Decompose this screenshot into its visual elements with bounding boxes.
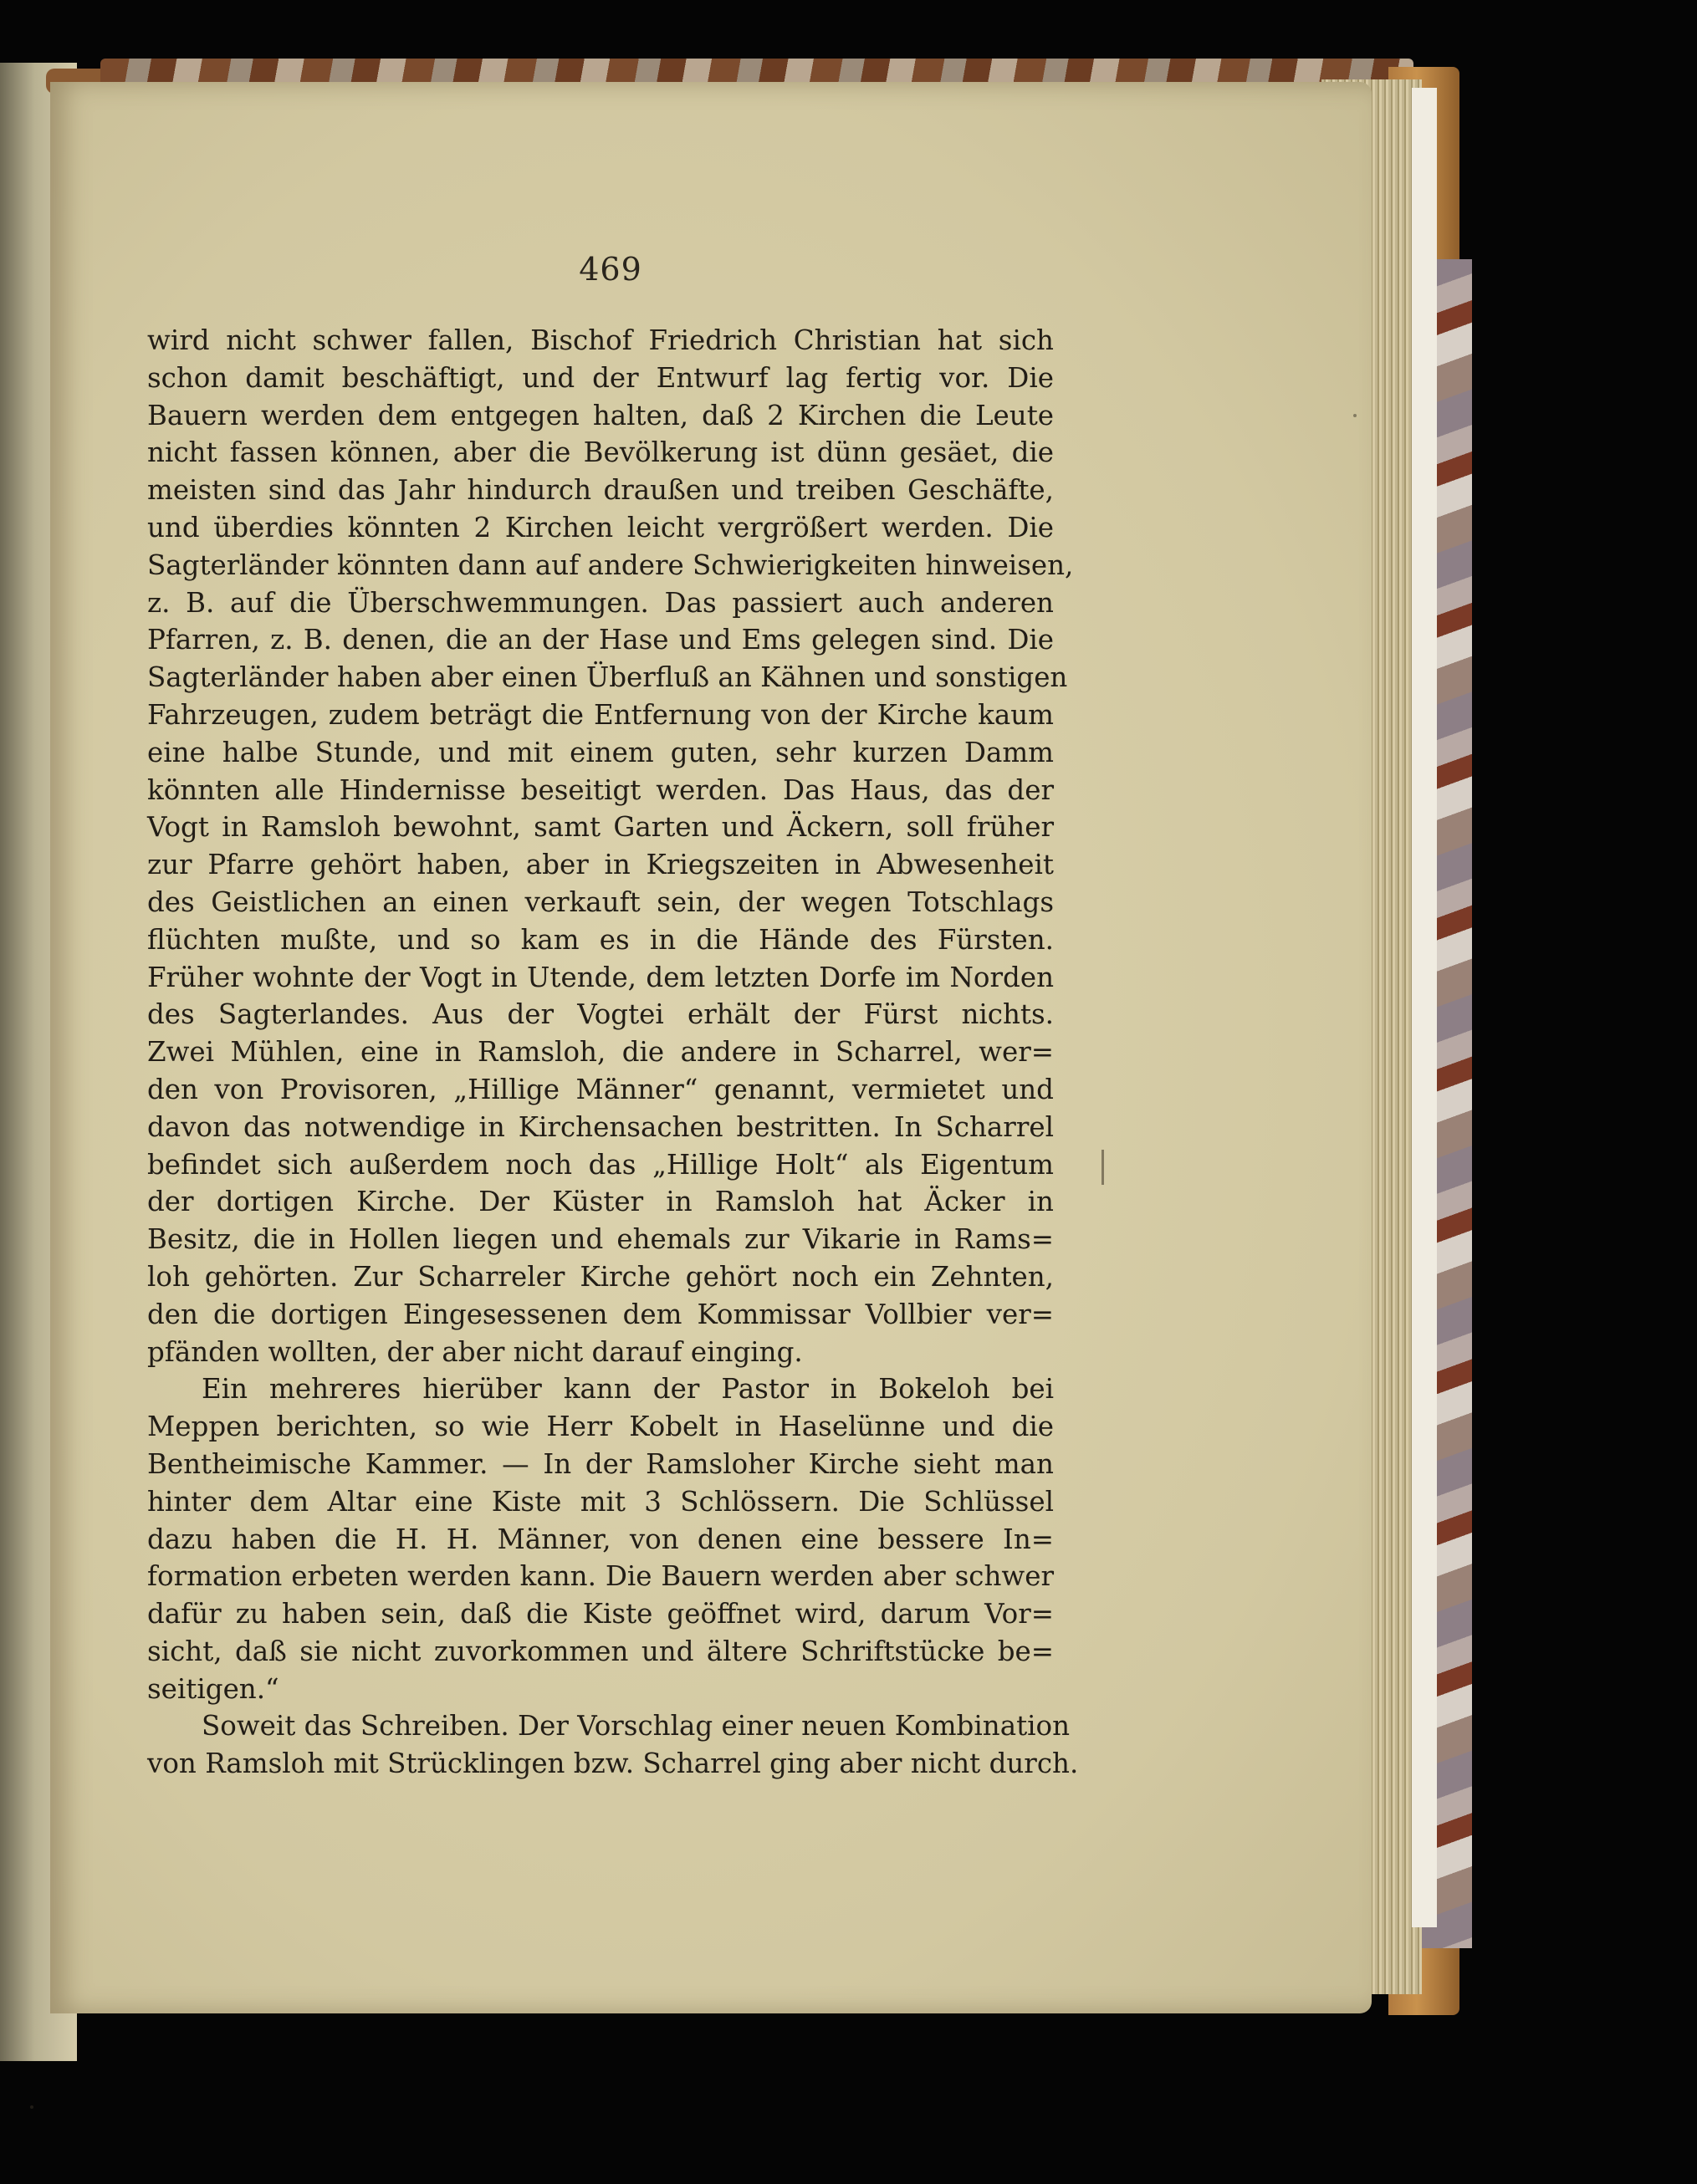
text-line: und überdies könnten 2 Kirchen leicht vergrößert werden. Die — [147, 511, 1054, 543]
text-line: pfänden wollten, der aber nicht darauf einging. — [147, 1335, 803, 1368]
text-line: Bentheimische Kammer. — In der Ramsloher Kirche sieht man — [147, 1447, 1054, 1480]
text-line: Fahrzeugen, zudem beträgt die Entfernung von der Kirche kaum — [147, 698, 1054, 731]
text-line: Meppen berichten, so wie Herr Kobelt in Haselünne und die — [147, 1411, 1054, 1443]
page-number: 469 — [579, 251, 642, 288]
text-line: schon damit beschäftigt, und der Entwurf lag fertig vor. Die — [147, 361, 1054, 394]
text-line: formation erbeten werden kann. Die Bauern werden aber schwer — [147, 1560, 1054, 1593]
text-line: Zwei Mühlen, eine in Ramsloh, die andere in Scharrel, wer= — [147, 1036, 1054, 1069]
text-line: eine halbe Stunde, und mit einem guten, sehr kurzen Damm — [147, 736, 1054, 768]
text-line: Besitz, die in Hollen liegen und ehemals zur Vikarie in Rams= — [147, 1223, 1054, 1256]
paper-slip — [1412, 88, 1437, 1927]
text-line: den die dortigen Eingesessenen dem Kommissar Vollbier ver= — [147, 1298, 1054, 1330]
text-line: wird nicht schwer fallen, Bischof Friedrich Christian hat sich — [147, 324, 1054, 356]
text-line: befindet sich außerdem noch das „Hillige Holt“ als Eigentum — [147, 1148, 1054, 1181]
text-line: von Ramsloh mit Strücklingen bzw. Scharrel ging aber nicht durch. — [147, 1748, 1079, 1780]
text-line: Sagterländer könnten dann auf andere Schwierigkeiten hinweisen, — [147, 549, 1074, 581]
text-line: zur Pfarre gehört haben, aber in Kriegszeiten in Abwesenheit — [147, 849, 1054, 881]
text-line: davon das notwendige in Kirchensachen bestritten. In Scharrel — [147, 1110, 1054, 1143]
text-line: des Geistlichen an einen verkauft sein, der wegen Totschlags — [147, 885, 1054, 918]
text-line: Ein mehreres hierüber kann der Pastor in Bokeloh bei — [202, 1373, 1054, 1406]
text-line: der dortigen Kirche. Der Küster in Ramsloh hat Äcker in — [147, 1186, 1054, 1218]
text-line: hinter dem Altar eine Kiste mit 3 Schlössern. Die Schlüssel — [147, 1485, 1054, 1518]
body-text — [147, 322, 1079, 1783]
text-line: z. B. auf die Überschwemmungen. Das passiert auch anderen — [147, 586, 1054, 619]
text-line: seitigen.“ — [147, 1672, 279, 1705]
text-line: Soweit das Schreiben. Der Vorschlag einer neuen Kombination — [202, 1710, 1071, 1743]
text-line: des Sagterlandes. Aus der Vogtei erhält der Fürst nichts. — [147, 998, 1054, 1031]
text-line: nicht fassen können, aber die Bevölkerung ist dünn gesäet, die — [147, 436, 1054, 469]
text-line: Sagterländer haben aber einen Überfluß an Kähnen und sonstigen — [147, 661, 1068, 694]
text-line: Bauern werden dem entgegen halten, daß 2 Kirchen die Leute — [147, 399, 1054, 431]
paper-speck — [30, 2105, 33, 2109]
text-line: den von Provisoren, „Hillige Männer“ genannt, vermietet und — [147, 1073, 1054, 1105]
paper-speck — [1353, 414, 1357, 417]
text-line: meisten sind das Jahr hindurch draußen und treiben Geschäfte, — [147, 474, 1054, 507]
text-line: könnten alle Hindernisse beseitigt werden. Das Haus, das der — [147, 773, 1054, 806]
text-line: dazu haben die H. H. Männer, von denen eine bessere In= — [147, 1523, 1054, 1555]
text-line: sicht, daß sie nicht zuvorkommen und ältere Schriftstücke be= — [147, 1635, 1054, 1667]
pencil-mark — [1102, 1150, 1104, 1185]
text-line: loh gehörten. Zur Scharreler Kirche gehört noch ein Zehnten, — [147, 1260, 1054, 1293]
text-line: Pfarren, z. B. denen, die an der Hase und Ems gelegen sind. Die — [147, 624, 1054, 656]
text-line: Vogt in Ramsloh bewohnt, samt Garten und Äckern, soll früher — [147, 811, 1054, 844]
text-line: dafür zu haben sein, daß die Kiste geöffnet wird, darum Vor= — [147, 1598, 1054, 1630]
text-line: Früher wohnte der Vogt in Utende, dem letzten Dorfe im Norden — [147, 961, 1054, 993]
text-line: flüchten mußte, und so kam es in die Hände des Fürsten. — [147, 923, 1054, 956]
